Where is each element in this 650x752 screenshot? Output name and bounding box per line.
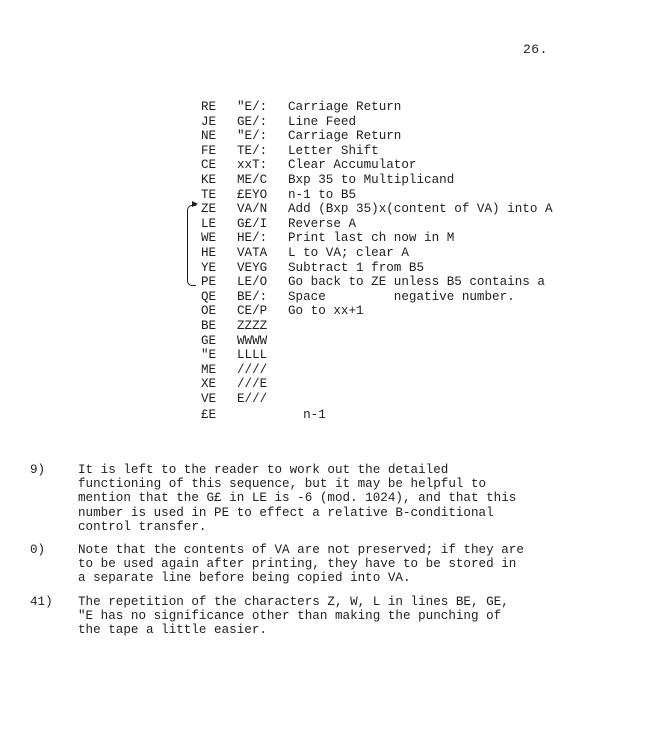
code-row <box>201 246 553 261</box>
code-address: QE <box>201 289 217 304</box>
code-address: XE <box>201 377 217 392</box>
code-comment: L to VA; clear A <box>288 245 409 260</box>
note-body <box>78 463 618 534</box>
loop-bracket <box>187 205 196 286</box>
note-number: 41) <box>30 594 53 609</box>
note-line: to be used again after printing, they have to be stored in <box>78 557 517 572</box>
code-comment: Subtract 1 from B5 <box>288 260 425 275</box>
code-row <box>201 408 553 423</box>
note-number: 9) <box>30 463 46 477</box>
code-instruction: ZZZZ <box>237 318 268 333</box>
code-address: VE <box>201 391 217 406</box>
note-item <box>30 463 630 534</box>
code-comment: Line Feed <box>288 114 357 129</box>
code-row <box>201 129 553 144</box>
note-line: Note that the contents of VA are not preserved; if they are <box>78 543 524 558</box>
note-body <box>78 543 618 586</box>
code-comment: Go back to ZE unless B5 contains a <box>288 275 545 290</box>
note-item <box>30 595 630 638</box>
code-comment: Space negative number. <box>288 289 515 304</box>
code-address: LE <box>201 216 217 231</box>
code-address: KE <box>201 172 217 187</box>
code-row <box>201 275 553 290</box>
code-instruction: VATA <box>237 245 268 260</box>
code-row <box>201 115 553 130</box>
note-line: control transfer. <box>78 519 207 534</box>
code-instruction: LE/O <box>237 275 268 290</box>
code-address: CE <box>201 158 217 173</box>
code-instruction: VA/N <box>237 202 268 217</box>
code-row <box>201 188 553 203</box>
code-row <box>201 304 553 319</box>
code-instruction: E/// <box>237 391 268 406</box>
code-comment: n-1 <box>288 408 326 423</box>
code-instruction: BE/: <box>237 289 268 304</box>
code-address: TE <box>201 187 217 202</box>
note-line: It is left to the reader to work out the detailed <box>78 463 449 477</box>
code-row <box>201 261 553 276</box>
code-comment: Bxp 35 to Multiplicand <box>288 172 455 187</box>
note-line: number is used in PE to effect a relative B-conditional <box>78 505 494 520</box>
note-line: "E has no significance other than making the punching of <box>78 608 502 623</box>
code-instruction: LLLL <box>237 348 268 363</box>
code-address: ME <box>201 362 217 377</box>
code-instruction: xxT: <box>237 158 268 173</box>
code-row <box>201 319 553 334</box>
page-number: 26. <box>523 42 548 57</box>
code-address: GE <box>201 333 217 348</box>
code-address: JE <box>201 114 217 129</box>
note-body <box>78 595 618 638</box>
code-instruction: "E/: <box>237 129 268 144</box>
code-instruction <box>237 408 288 423</box>
note-line: the tape a little easier. <box>78 623 267 638</box>
code-comment: Carriage Return <box>288 100 402 114</box>
code-instruction: VEYG <box>237 260 268 275</box>
code-comment: Reverse A <box>288 216 357 231</box>
note-item <box>30 543 630 586</box>
code-comment: Carriage Return <box>288 129 402 144</box>
code-address: OE <box>201 304 217 319</box>
code-address: NE <box>201 129 217 144</box>
code-instruction: "E/: <box>237 100 268 114</box>
code-row <box>201 231 553 246</box>
code-address: FE <box>201 143 217 158</box>
code-instruction: GE/: <box>237 114 268 129</box>
code-row <box>201 158 553 173</box>
code-instruction: G£/I <box>237 216 268 231</box>
code-instruction: TE/: <box>237 143 268 158</box>
code-row <box>201 173 553 188</box>
note-line: The repetition of the characters Z, W, L in lines BE, GE, <box>78 594 509 609</box>
code-address: YE <box>201 260 217 275</box>
code-address: BE <box>201 318 217 333</box>
note-line: mention that the G£ in LE is -6 (mod. 1024), and that this <box>78 491 517 506</box>
code-address: £E <box>201 408 217 423</box>
note-line: a separate line before being copied into VA. <box>78 571 411 586</box>
code-row <box>201 348 553 363</box>
note-number: 0) <box>30 543 46 558</box>
code-address: RE <box>201 100 217 114</box>
code-row <box>201 392 553 407</box>
code-comment: Go to xx+1 <box>288 304 364 319</box>
code-row <box>201 100 553 115</box>
code-address: PE <box>201 275 217 290</box>
code-table <box>201 100 553 423</box>
code-row <box>201 202 553 217</box>
note-line: functioning of this sequence, but it may be helpful to <box>78 477 487 492</box>
notes <box>30 463 630 646</box>
code-address: "E <box>201 348 217 363</box>
loop-arrow-icon <box>192 201 198 207</box>
code-instruction: ME/C <box>237 172 268 187</box>
code-instruction: CE/P <box>237 304 268 319</box>
code-row <box>201 334 553 349</box>
code-instruction: £EYO <box>237 187 268 202</box>
code-row <box>201 363 553 378</box>
code-instruction: ///E <box>237 377 268 392</box>
code-instruction: //// <box>237 362 268 377</box>
code-instruction: HE/: <box>237 231 268 246</box>
code-address: WE <box>201 231 217 246</box>
code-instruction: WWWW <box>237 333 268 348</box>
code-comment: Letter Shift <box>288 143 379 158</box>
code-address: HE <box>201 245 217 260</box>
code-comment: Clear Accumulator <box>288 158 417 173</box>
code-comment: Add (Bxp 35)x(content of VA) into A <box>288 202 553 217</box>
code-address: ZE <box>201 202 217 217</box>
code-row <box>201 290 553 305</box>
code-row <box>201 377 553 392</box>
code-comment: n-1 to B5 <box>288 187 357 202</box>
code-row <box>201 217 553 232</box>
code-row <box>201 144 553 159</box>
code-comment: Print last ch now in M <box>288 231 455 246</box>
